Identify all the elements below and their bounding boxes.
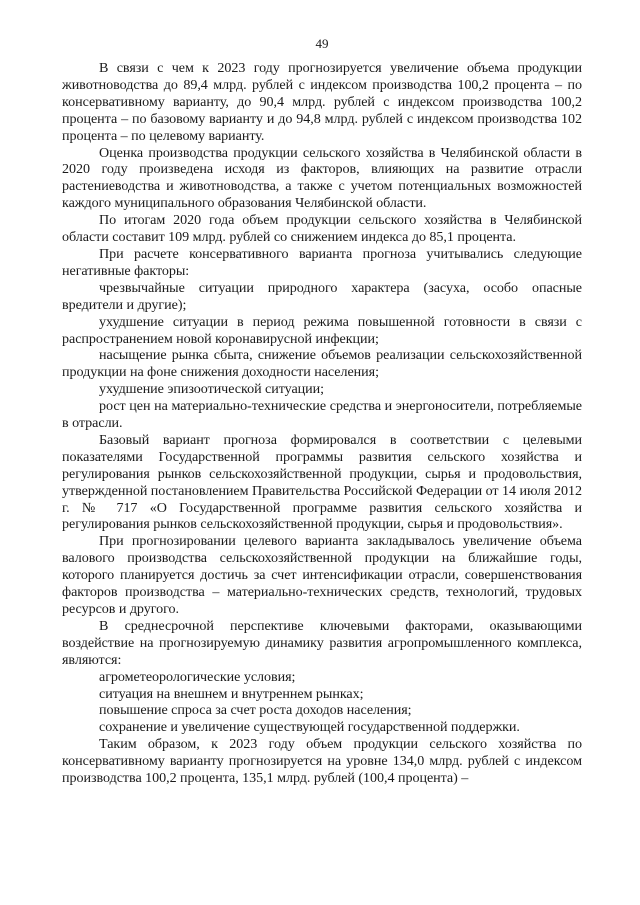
list-item-agrometeorological: агрометеорологические условия; <box>99 668 296 685</box>
document-page <box>62 0 582 905</box>
paragraph-2020-results: По итогам 2020 года объем продукции сельского хозяйства в Челябинской области составит 109 млрд. рублей со снижением индекса до 85,1 процента. <box>62 212 582 246</box>
page-number: 49 <box>315 36 329 51</box>
paragraph-conservative-intro: При расчете консервативного варианта прогноза учитывались следующие негативные факторы: <box>62 245 582 279</box>
paragraph-conclusion: Таким образом, к 2023 году объем продукции сельского хозяйства по консервативному варианту прогнозируется на уровне 134,0 млрд. рублей с индексом производства 100,2 процента, 135,1 млрд. рублей (100,4 процента) – <box>62 736 582 787</box>
list-item-demand: повышение спроса за счет роста доходов населения; <box>99 702 412 719</box>
list-item-emergencies: чрезвычайные ситуации природного характера (засуха, особо опасные вредители и другие); <box>62 279 582 313</box>
paragraph-target-variant: При прогнозировании целевого варианта закладывалось увеличение объема валового производства сельскохозяйственной продукции на ближайшие годы, которого планируется достичь за счет интенсификации отрасли, совершенствования факторов производства – материально-технических средств, технологий, трудовых ресурсов и другого. <box>62 533 582 617</box>
paragraph-base-variant: Базовый вариант прогноза формировался в соответствии с целевыми показателями Государственной программы развития сельского хозяйства и регулирования рынков сельскохозяйственной продукции, сырья и продовольствия, утвержденной постановлением Правительства Российской Федерации от 14 июля 2012 г. № 717 «О Государственной программе развития сельского хозяйства и регулирования рынков сельскохозяйственной продукции, сырья и продовольствия». <box>62 431 582 533</box>
paragraph-key-factors-intro: В среднесрочной перспективе ключевыми факторами, оказывающими воздействие на прогнозируемую динамику развития агропромышленного комплекса, являются: <box>62 617 582 668</box>
list-item-price-growth: рост цен на материально-технические средства и энергоносители, потребляемые в отрасли. <box>62 398 582 432</box>
list-item-covid: ухудшение ситуации в период режима повышенной готовности в связи с распространением новой коронавирусной инфекции; <box>62 313 582 347</box>
list-item-markets: ситуация на внешнем и внутреннем рынках; <box>99 685 364 702</box>
paragraph-livestock-forecast: В связи с чем к 2023 году прогнозируется увеличение объема продукции животноводства до 89,4 млрд. рублей с индексом производства 100,2 процента – по консервативному варианту, до 90,4 млрд. рублей с индексом производства 100,2 процента – по базовому варианту и до 94,8 млрд. рублей с индексом производства 102 процента – по целевому варианту. <box>62 60 582 144</box>
paragraph-production-assessment: Оценка производства продукции сельского хозяйства в Челябинской области в 2020 году произведена исходя из факторов, влияющих на развитие отрасли растениеводства и животноводства, а также с учетом потенциальных возможностей каждого муниципального образования Челябинской области. <box>62 144 582 212</box>
document-body <box>62 60 582 787</box>
list-item-state-support: сохранение и увеличение существующей государственной поддержки. <box>99 719 520 736</box>
list-item-epizootic: ухудшение эпизоотической ситуации; <box>99 381 325 398</box>
list-item-market-saturation: насыщение рынка сбыта, снижение объемов реализации сельскохозяйственной продукции на фоне снижения доходности населения; <box>62 347 582 381</box>
